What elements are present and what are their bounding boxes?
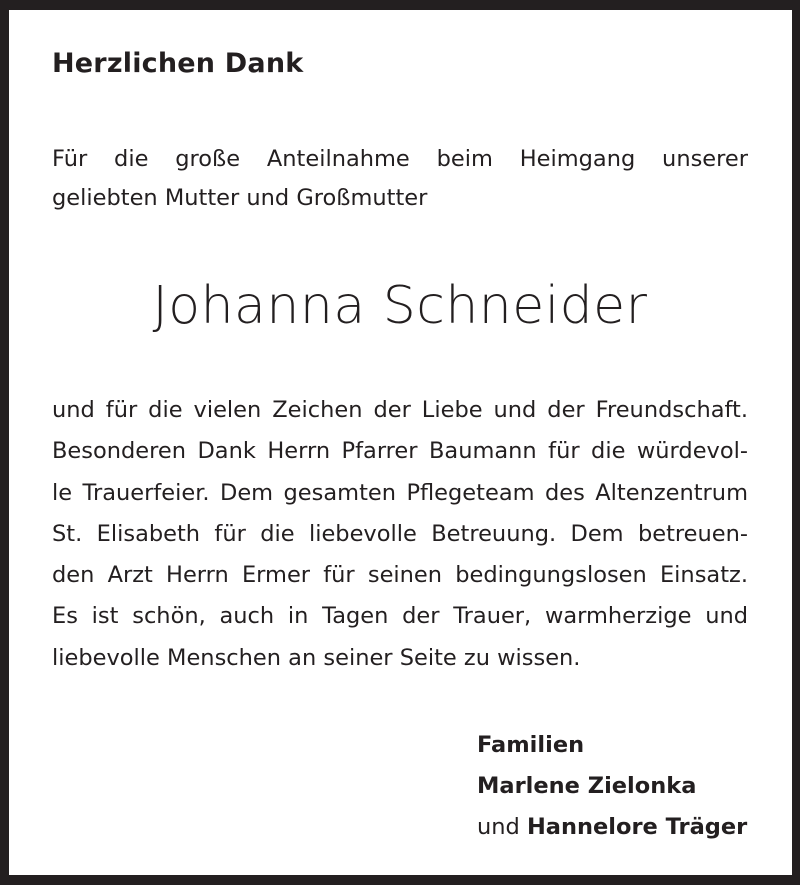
intro-paragraph bbox=[52, 140, 748, 218]
body-line: und für die vielen Zeichen der Liebe und der Freundschaft. bbox=[52, 397, 748, 423]
body-line: Es ist schön, auch in Tagen der Trauer, warmherzige und bbox=[52, 603, 748, 630]
deceased-name: Johanna Schneider bbox=[152, 276, 648, 336]
body-line: den Arzt Herrn Ermer für seinen bedingungslosen Einsatz. bbox=[52, 562, 748, 589]
signature bbox=[477, 725, 747, 848]
signature-and: und bbox=[477, 814, 520, 840]
body-line: Besonderen Dank Herrn Pfarrer Baumann für die würdevol- bbox=[52, 438, 748, 465]
body-paragraph bbox=[52, 390, 748, 679]
body-line: St. Elisabeth für die liebevolle Betreuung. Dem betreuen- bbox=[52, 520, 748, 547]
signature-families: Familien bbox=[477, 732, 585, 758]
signature-name-1: Marlene Zielonka bbox=[477, 773, 697, 799]
intro-line: geliebten Mutter und Großmutter bbox=[52, 185, 428, 211]
body-line: le Trauerfeier. Dem gesamten Pflegeteam des Altenzentrum bbox=[52, 479, 748, 506]
intro-line: Für die große Anteilnahme beim Heimgang unserer bbox=[52, 146, 748, 172]
body-line: liebevolle Menschen an seiner Seite zu wissen. bbox=[52, 644, 581, 671]
notice-heading: Herzlichen Dank bbox=[52, 48, 304, 79]
signature-name-2: Hannelore Träger bbox=[526, 814, 748, 840]
